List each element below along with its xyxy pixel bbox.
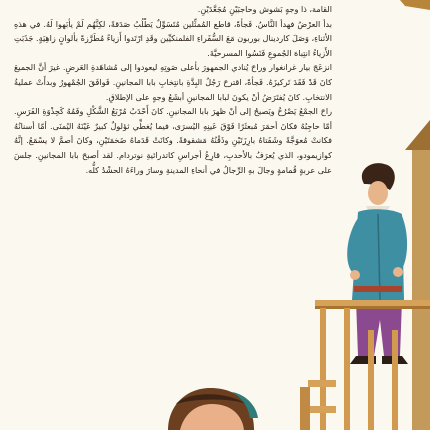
illustration-bottom-head [168,388,258,430]
paragraph-4: راحَ الجمْعُ يَصْرُخُ ويَصيحُ إلى أنْ ظهرَ بابا المجانينِ. كانَ أَحْدَبُ مُرْبَعُ الشَّكْلِ وفَمُهُ كَحِذْوَةِ الفَرَسِ. أمّا حاجِبُهُ فكانَ أحمَرَ مُبعثَرًا فَوْقَ عَينِهِ اليُسرَى، فيما يُغطِّي ثؤلولٌ كبيرٌ عَيْنَهُ اليُمنَى. أمّا أسنانُهُ فكانتْ مُعوَجَّةً وشَفَتاهُ بارِزَتَيْنِ وذَقْنُهُ مَشقوقةً. وكانَتْ قَدَماهُ ضَخمَتَيْنِ، وكانَ أصمَّ لا يسْمَعُ. إنَّهُ كوازيمودو، الذي يُعرَفُ بالأحدبِ، قارِعُ أجراسِ كاتدرائيةِ نوتردام. لقد أصبحَ بابا المجانينِ. جلسَ على عربةٍ قُمامةٍ وجالَ بهِ الرِّجالُ في أنحاءِ المدينةِ وسارَ وراءَهُ الحشْدُ كلُّه. [14,106,332,175]
illustration-railing [300,300,430,430]
illustration-corner-top [400,0,430,10]
paragraph-1: القامة، ذا وجهٍ بَشوش وحاجبَيْنِ مُجَعَّدَيْنِ. [197,4,332,14]
paragraph-2: بدأ العرْضُ فهدأ النَّاسُ. فَجأةً، قاطع المُمثِّلين مُتَسَوِّلٌ يَطْلُبُ صَدَقةً، لكِنَّهُم لَمْ يأبَهوا لَهُ. في هذهِ الأثناءِ، وَصَلَ كاردينال بوربون مَعَ السُّفَراءِ الفلمنكيِّين وقَدِ ارْتَدوا أَزياءً مُطَرَّزةً بألوانٍ زاهِيَةٍ. جَذَبَتِ الأَزياءُ انتِباهَ الجُموعِ فَنَسُوا المسرحيَّةَ. [14,18,332,58]
illustration-wall [412,150,430,430]
paragraph-3: انزعَجَ بيار غرانغوار وراحَ يُنادي الجمهورَ بأعلى صَوتِهِ ليعودوا إلى مُشاهَدةِ العَرضِ. غيرَ أنَّ الجميعَ كانَ قَدْ فَقَدَ تَركيزَهُ. فَجأةً، اقترحَ رَجُلُ البِدَّةِ بانتِخابِ بابا المجانينِ. فَوافَقَ الجُمْهورُ وبدأَتْ عمليةُ الانتخابِ. كانَ يُفتَرَضُ أنْ يكونَ لبابا المجانينِ أبشَعُ وجهٍ على الإطلاقِ. [14,62,332,102]
story-text [14,2,332,177]
illustration-man [347,163,408,364]
